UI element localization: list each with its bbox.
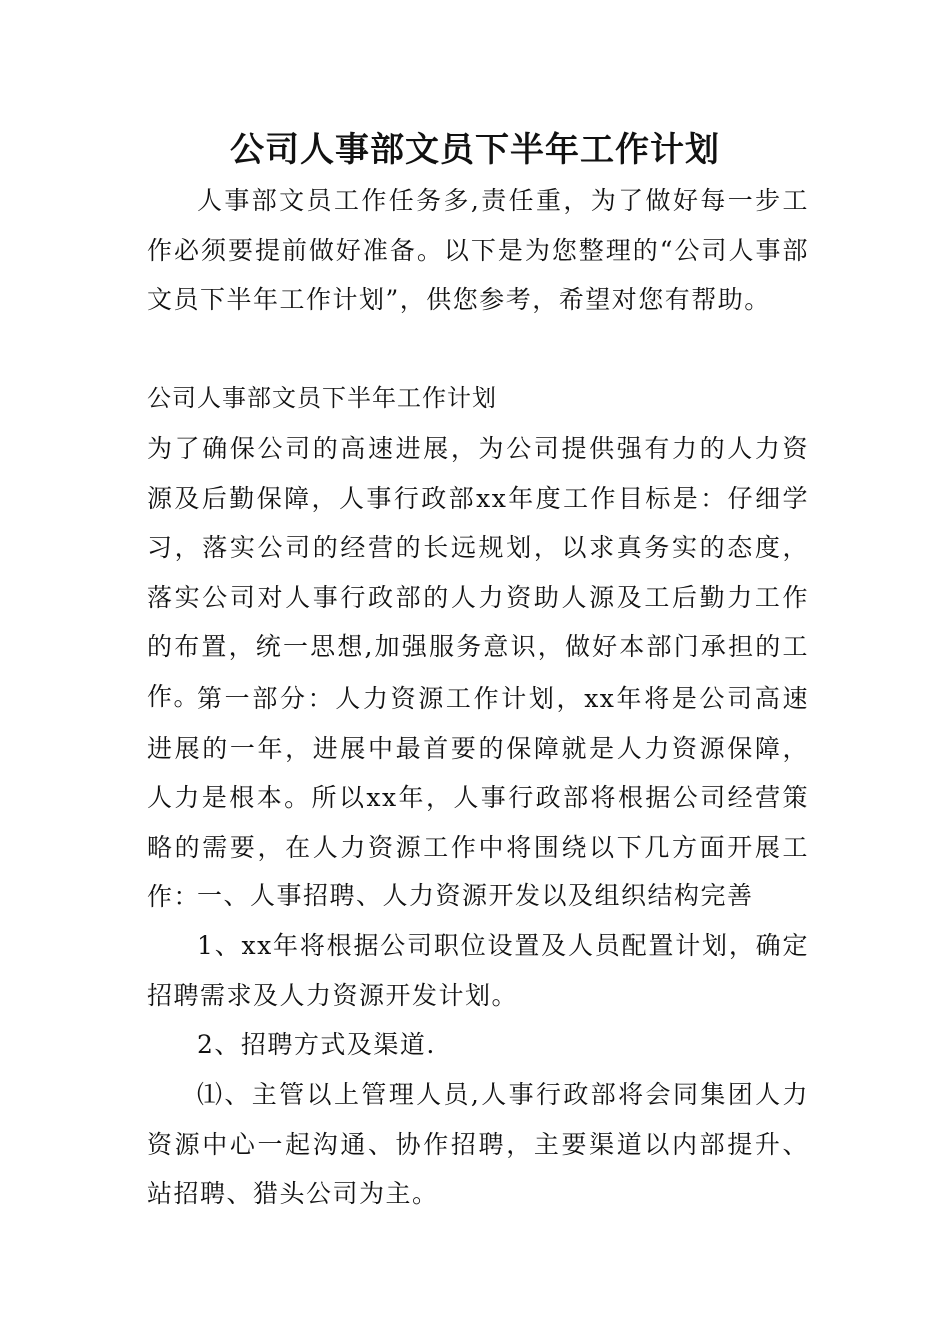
paragraph-part-one: 第一部分：人力资源工作计划，xx年将是公司高速进展的一年，进展中最首要的保障就是人力资源保障，人力是根本。所以xx年，人事行政部将根据公司经营策略的需要，在人力资源工作中将围绕以下几方面开展工作：: [147, 684, 809, 911]
document-title: 公司人事部文员下半年工作计划: [230, 130, 720, 170]
paragraph-item-2-1: ⑴、主管以上管理人员,人事行政部将会同集团人力资源中心一起沟通、协作招聘，主要渠道以内部提升、站招聘、猎头公司为主。: [147, 1080, 809, 1208]
paragraph-goals: 为了确保公司的高速进展，为公司提供强有力的人力资源及后勤保障，人事行政部xx年度工作目标是：仔细学习，落实公司的经营的长远规划，以求真务实的态度，落实公司对人事行政部的人力资助人源及工后勤力工作的布置，统一思想,加强服务意识，做好本部门承担的工作。: [147, 434, 809, 711]
paragraph-item-1: 1、xx年将根据公司职位设置及人员配置计划，确定招聘需求及人力资源开发计划。: [147, 931, 809, 1010]
paragraph-item-2: 2、招聘方式及渠道.: [197, 1030, 436, 1059]
intro-paragraph: 人事部文员工作任务多,责任重，为了做好每一步工作必须要提前做好准备。以下是为您整理的“公司人事部文员下半年工作计划”，供您参考，希望对您有帮助。: [147, 186, 809, 314]
paragraph-recruitment-heading: 一、人事招聘、人力资源开发以及组织结构完善: [197, 881, 754, 910]
section-heading: 公司人事部文员下半年工作计划: [147, 384, 497, 412]
